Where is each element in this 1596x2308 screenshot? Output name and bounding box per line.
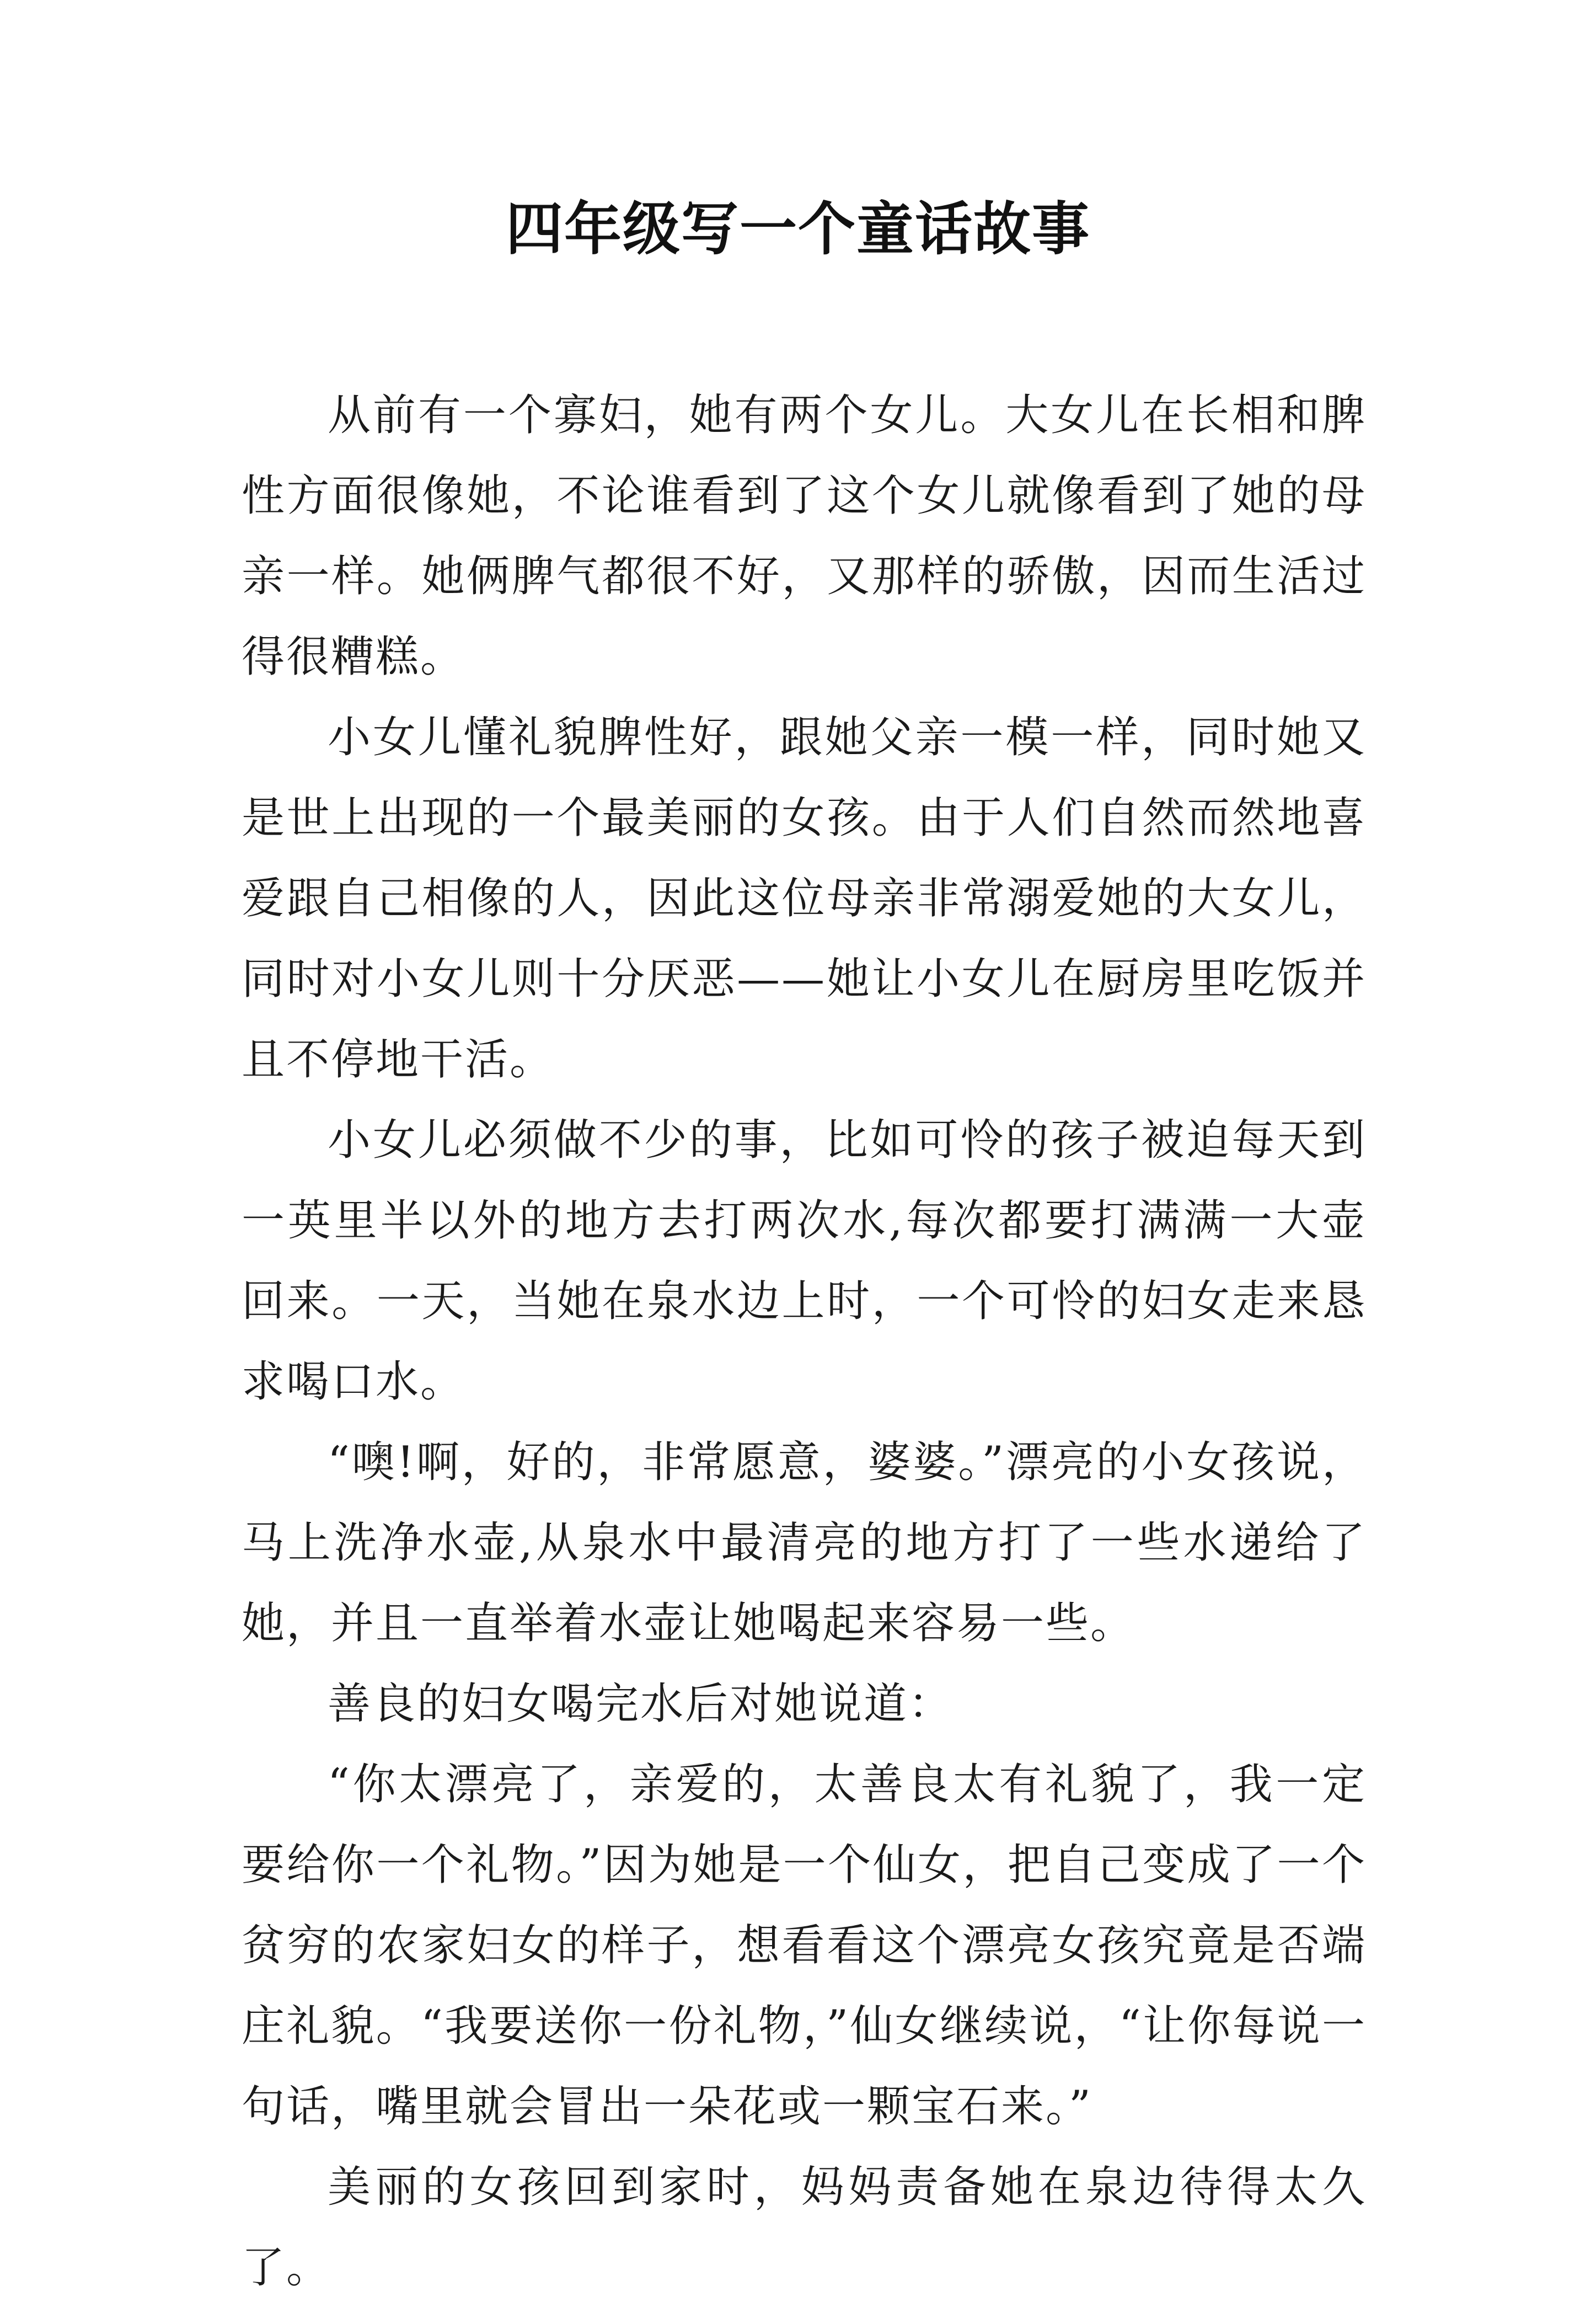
document-body: [242, 375, 1367, 2308]
paragraph: 美丽的女孩回到家时，妈妈责备她在泉边待得太久了。: [242, 2162, 1367, 2293]
paragraph: 小女儿必须做不少的事，比如可怜的孩子被迫每天到一英里半以外的地方去打两次水,每次都要打满满一大壶回来。一天，当她在泉水边上时，一个可怜的妇女走来恳求喝口水。: [242, 1115, 1367, 1407]
paragraph: “噢!啊，好的，非常愿意，婆婆。”漂亮的小女孩说，马上洗净水壶,从泉水中最清亮的地方打了一些水递给了她，并且一直举着水壶让她喝起来容易一些。: [242, 1438, 1367, 1648]
paragraph: “你太漂亮了，亲爱的，太善良太有礼貌了，我一定要给你一个礼物。”因为她是一个仙女，把自己变成了一个贫穷的农家妇女的样子，想看看这个漂亮女孩究竟是否端庄礼貌。“我要送你一份礼物，”仙女继续说，“让你每说一句话，嘴里就会冒出一朵花或一颗宝石来。”: [242, 1760, 1367, 2131]
paragraph: 从前有一个寡妇，她有两个女儿。大女儿在长相和脾性方面很像她，不论谁看到了这个女儿就像看到了她的母亲一样。她俩脾气都很不好，又那样的骄傲，因而生活过得很糟糕。: [242, 391, 1367, 682]
paragraph: 善良的妇女喝完水后对她说道：: [328, 1679, 954, 1729]
document-title: 四年级写一个童话故事: [505, 195, 1090, 263]
paragraph: 小女儿懂礼貌脾性好，跟她父亲一模一样，同时她又是世上出现的一个最美丽的女孩。由于人们自然而然地喜爱跟自己相像的人，因此这位母亲非常溺爱她的大女儿，同时对小女儿则十分厌恶——她让小女儿在厨房里吃饭并且不停地干活。: [242, 713, 1367, 1084]
